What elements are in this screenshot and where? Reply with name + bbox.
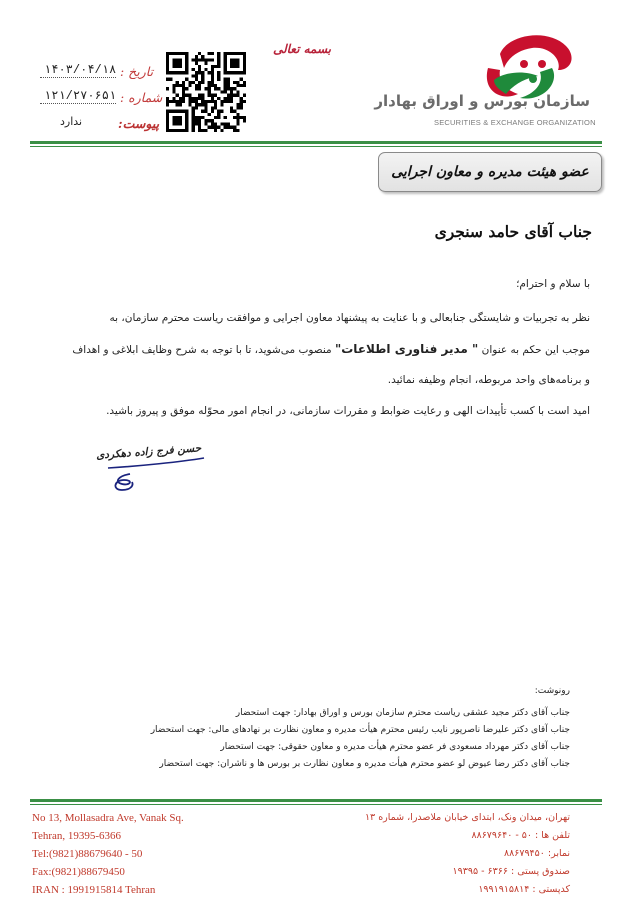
footer-tel-en: Tel:(9821)88679640 - 50	[32, 848, 143, 860]
org-name-persian: سازمان بورس و اوراق بهادار	[374, 92, 590, 110]
body-line-2-pre: موجب این حکم به عنوان	[481, 344, 590, 356]
footer-postal-en: IRAN : 1991915814 Tehran	[32, 884, 156, 896]
org-name-english: SECURITIES & EXCHANGE ORGANIZATION	[434, 118, 596, 127]
body-line-3: و برنامه‌های واحد مربوطه، انجام وظیفه نمائید.	[387, 374, 590, 386]
footer-postal-fa: کدپستی : ۱۹۹۱۹۱۵۸۱۴	[478, 884, 570, 895]
footer-city-en: Tehran, 19395-6366	[32, 830, 122, 842]
footer-address-fa: تهران، میدان ونک، ابتدای خیابان ملاصدرا، شماره ۱۳	[364, 812, 570, 823]
date-label: تاریخ :	[120, 64, 154, 79]
basmala: بسمه تعالی	[272, 42, 332, 56]
number-dots	[40, 103, 116, 104]
header-divider-thin	[30, 146, 602, 147]
recipient: جناب آقای حامد سنجری	[434, 222, 592, 241]
job-title: " مدیر فناوری اطلاعات"	[335, 342, 479, 356]
footer-pobox-fa: صندوق پستی : ۶۳۶۶ - ۱۹۳۹۵	[452, 866, 570, 877]
header-divider	[30, 141, 602, 144]
body-line-2	[72, 342, 590, 356]
footer-tel-fa: تلفن ها : ۵۰ - ۸۸۶۷۹۶۴۰	[471, 830, 570, 841]
copy-item: جناب آقای دکتر مجید عشقی ریاست محترم سازمان بورس و اوراق بهادار: جهت استحضار	[235, 708, 570, 718]
footer-fax-en: Fax:(9821)88679450	[32, 866, 125, 878]
signature-mark	[100, 452, 210, 496]
copy-item: جناب آقای دکتر علیرضا ناصرپور نایب رئیس محترم هیأت مدیره و معاون نظارت بر نهادهای مالی: جهت استحضار	[150, 725, 570, 735]
body-line-1: نظر به تجربیات و شایستگی جنابعالی و با عنایت به پیشنهاد معاون اجرایی و موافقت ریاست محترم سازمان، به	[109, 312, 590, 324]
attachment-label: پیوست:	[118, 116, 160, 131]
footer-divider-thin	[30, 804, 602, 805]
footer-divider	[30, 799, 602, 802]
number-label: شماره :	[120, 90, 163, 105]
footer-address-en: No 13, Mollasadra Ave, Vanak Sq.	[32, 812, 184, 824]
signatory-name: حسن فرج زاده دهکردی	[95, 442, 202, 462]
copy-item: جناب آقای دکتر رضا عیوض لو عضو محترم هیأت مدیره و معاون نظارت بر بورس ها و ناشران: جهت استحضار	[159, 759, 570, 769]
body-line-4: امید است با کسب تأییدات الهی و رعایت ضوابط و مقررات سازمانی، در انجام امور محوّله موفق و پیروز باشید.	[106, 405, 590, 417]
date-value: ۱۴۰۳/۰۴/۱۸	[44, 63, 117, 77]
position-title-box	[378, 152, 602, 192]
greeting: با سلام و احترام؛	[516, 278, 590, 290]
copy-item: جناب آقای دکتر مهرداد مسعودی فر عضو محترم هیأت مدیره و معاون حقوقی: جهت استحضار	[220, 742, 570, 752]
footer-fax-fa: نمابر: ۸۸۶۷۹۴۵۰	[504, 848, 570, 859]
qr-code-icon	[166, 52, 246, 132]
date-dots	[40, 77, 116, 78]
body-line-2-post: منصوب می‌شوید، تا با توجه به شرح وظایف ابلاغی و اهداف	[72, 344, 332, 356]
attachment-value: ندارد	[60, 115, 83, 128]
position-title: عضو هیئت مدیره و معاون اجرایی	[391, 164, 589, 180]
copies-heading: رونوشت:	[534, 686, 570, 696]
number-value: ۱۲۱/۲۷۰۶۵۱	[44, 89, 117, 103]
